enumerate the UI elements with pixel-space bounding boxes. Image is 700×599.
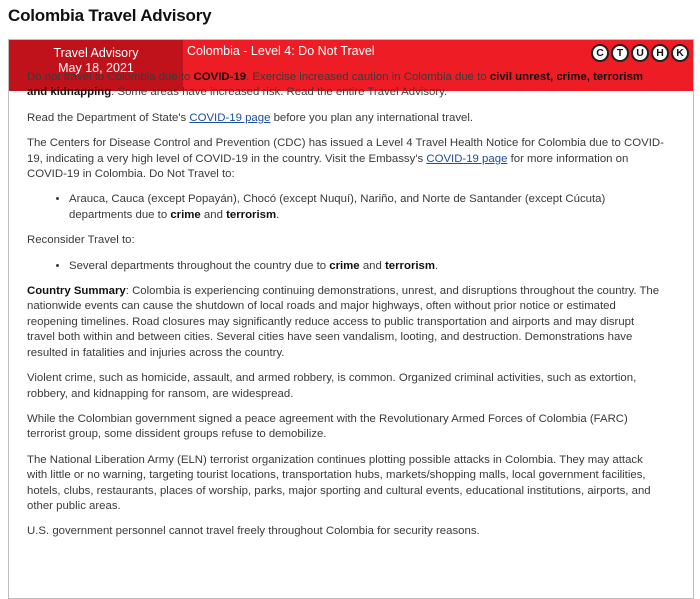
text: and xyxy=(359,259,385,272)
risk-indicator-c-icon[interactable]: C xyxy=(591,44,609,62)
do-not-travel-list xyxy=(27,192,665,223)
text: and xyxy=(200,208,227,221)
risk-indicators xyxy=(591,44,689,62)
risk-indicator-u-icon[interactable]: U xyxy=(631,44,649,62)
reconsider-heading: Reconsider Travel to: xyxy=(27,234,135,247)
emphasis: terrorism xyxy=(226,208,277,221)
reconsider-list xyxy=(27,259,665,274)
emphasis: COVID-19 xyxy=(193,71,247,83)
farc-paragraph: While the Colombian government signed a peace agreement with the Revolutionary Armed Forces of Colombia (FARC) terrorist group, some dissident groups refuse to demobilize. xyxy=(27,412,628,441)
government-personnel-paragraph: U.S. government personnel cannot travel freely throughout Colombia for security reasons. xyxy=(27,525,480,538)
advisory-content xyxy=(27,70,665,550)
text: : Colombia is experiencing continuing demonstrations, unrest, and disruptions throughout the country. The nationwide events can cause the shutdown of local roads and major highways, often without prior notice or estimated reopening timelines. Road closures may significantly reduce access to public transportation and airports and may disrupt travel both within and between cities. Several cities have seen vandalism, looting, and destruction. Demonstrations have resulted in fatalities and injuries across the country. xyxy=(27,285,660,359)
emphasis: crime xyxy=(170,208,201,221)
text: . xyxy=(276,208,280,221)
risk-indicator-t-icon[interactable]: T xyxy=(611,44,629,62)
emphasis: crime xyxy=(329,259,360,272)
embassy-covid-link[interactable]: COVID-19 page xyxy=(426,152,508,165)
eln-paragraph: The National Liberation Army (ELN) terrorist organization continues plotting possible attacks in Colombia. They may attack with little or no warning, targeting tourist locations, transportation hubs, markets/shopping malls, local government facilities, hotels, clubs, restaurants, places of worship, parks, major sporting and cultural events, educational institutions, airports, and other public areas. xyxy=(27,453,651,512)
page-title: Colombia Travel Advisory xyxy=(8,6,212,25)
intro-paragraph xyxy=(27,70,665,101)
text: for more information on COVID-19 in Colombia. Do Not Travel to: xyxy=(27,152,629,181)
text: . xyxy=(435,259,439,272)
text: . Exercise increased caution in Colombia due to xyxy=(246,71,490,83)
advisory-date: May 18, 2021 xyxy=(58,61,134,75)
cdc-paragraph xyxy=(27,136,665,182)
emphasis: civil unrest, crime, terrorism and kidnapping xyxy=(27,71,644,99)
emphasis: terrorism xyxy=(385,259,436,272)
text: before you plan any international travel. xyxy=(270,111,474,124)
list-item xyxy=(69,192,665,223)
text: The Centers for Disease Control and Prevention (CDC) has issued a Level 4 Travel Health Notice for Colombia due to COVID-19, indicating a very high level of COVID-19 in the country. Visit the Embassy's xyxy=(27,137,664,165)
risk-indicator-k-icon[interactable]: K xyxy=(671,44,689,62)
text: . Some areas have increased risk. Read the entire Travel Advisory. xyxy=(111,86,448,99)
crime-paragraph: Violent crime, such as homicide, assault, and armed robbery, is common. Organized criminal activities, such as extortion, robbery, and kidnapping for ransom, are widespread. xyxy=(27,372,637,400)
text: Arauca, Cauca (except Popayán), Chocó (except Nuquí), Nariño, and Norte de Santander (except Cúcuta) departments due to xyxy=(69,193,606,221)
advisory-level: Colombia - Level 4: Do Not Travel xyxy=(187,44,375,58)
list-item xyxy=(69,259,665,274)
risk-indicator-h-icon[interactable]: H xyxy=(651,44,669,62)
summary-label: Country Summary xyxy=(27,285,126,298)
country-summary xyxy=(27,284,665,361)
text: Do not travel to Colombia due to xyxy=(27,71,194,83)
text: Several departments throughout the country due to xyxy=(69,259,330,272)
text: Read the Department of State's xyxy=(27,111,190,124)
advisory-label: Travel Advisory xyxy=(53,46,139,60)
dos-covid-paragraph xyxy=(27,111,665,126)
dos-covid-link[interactable]: COVID-19 page xyxy=(189,111,271,124)
